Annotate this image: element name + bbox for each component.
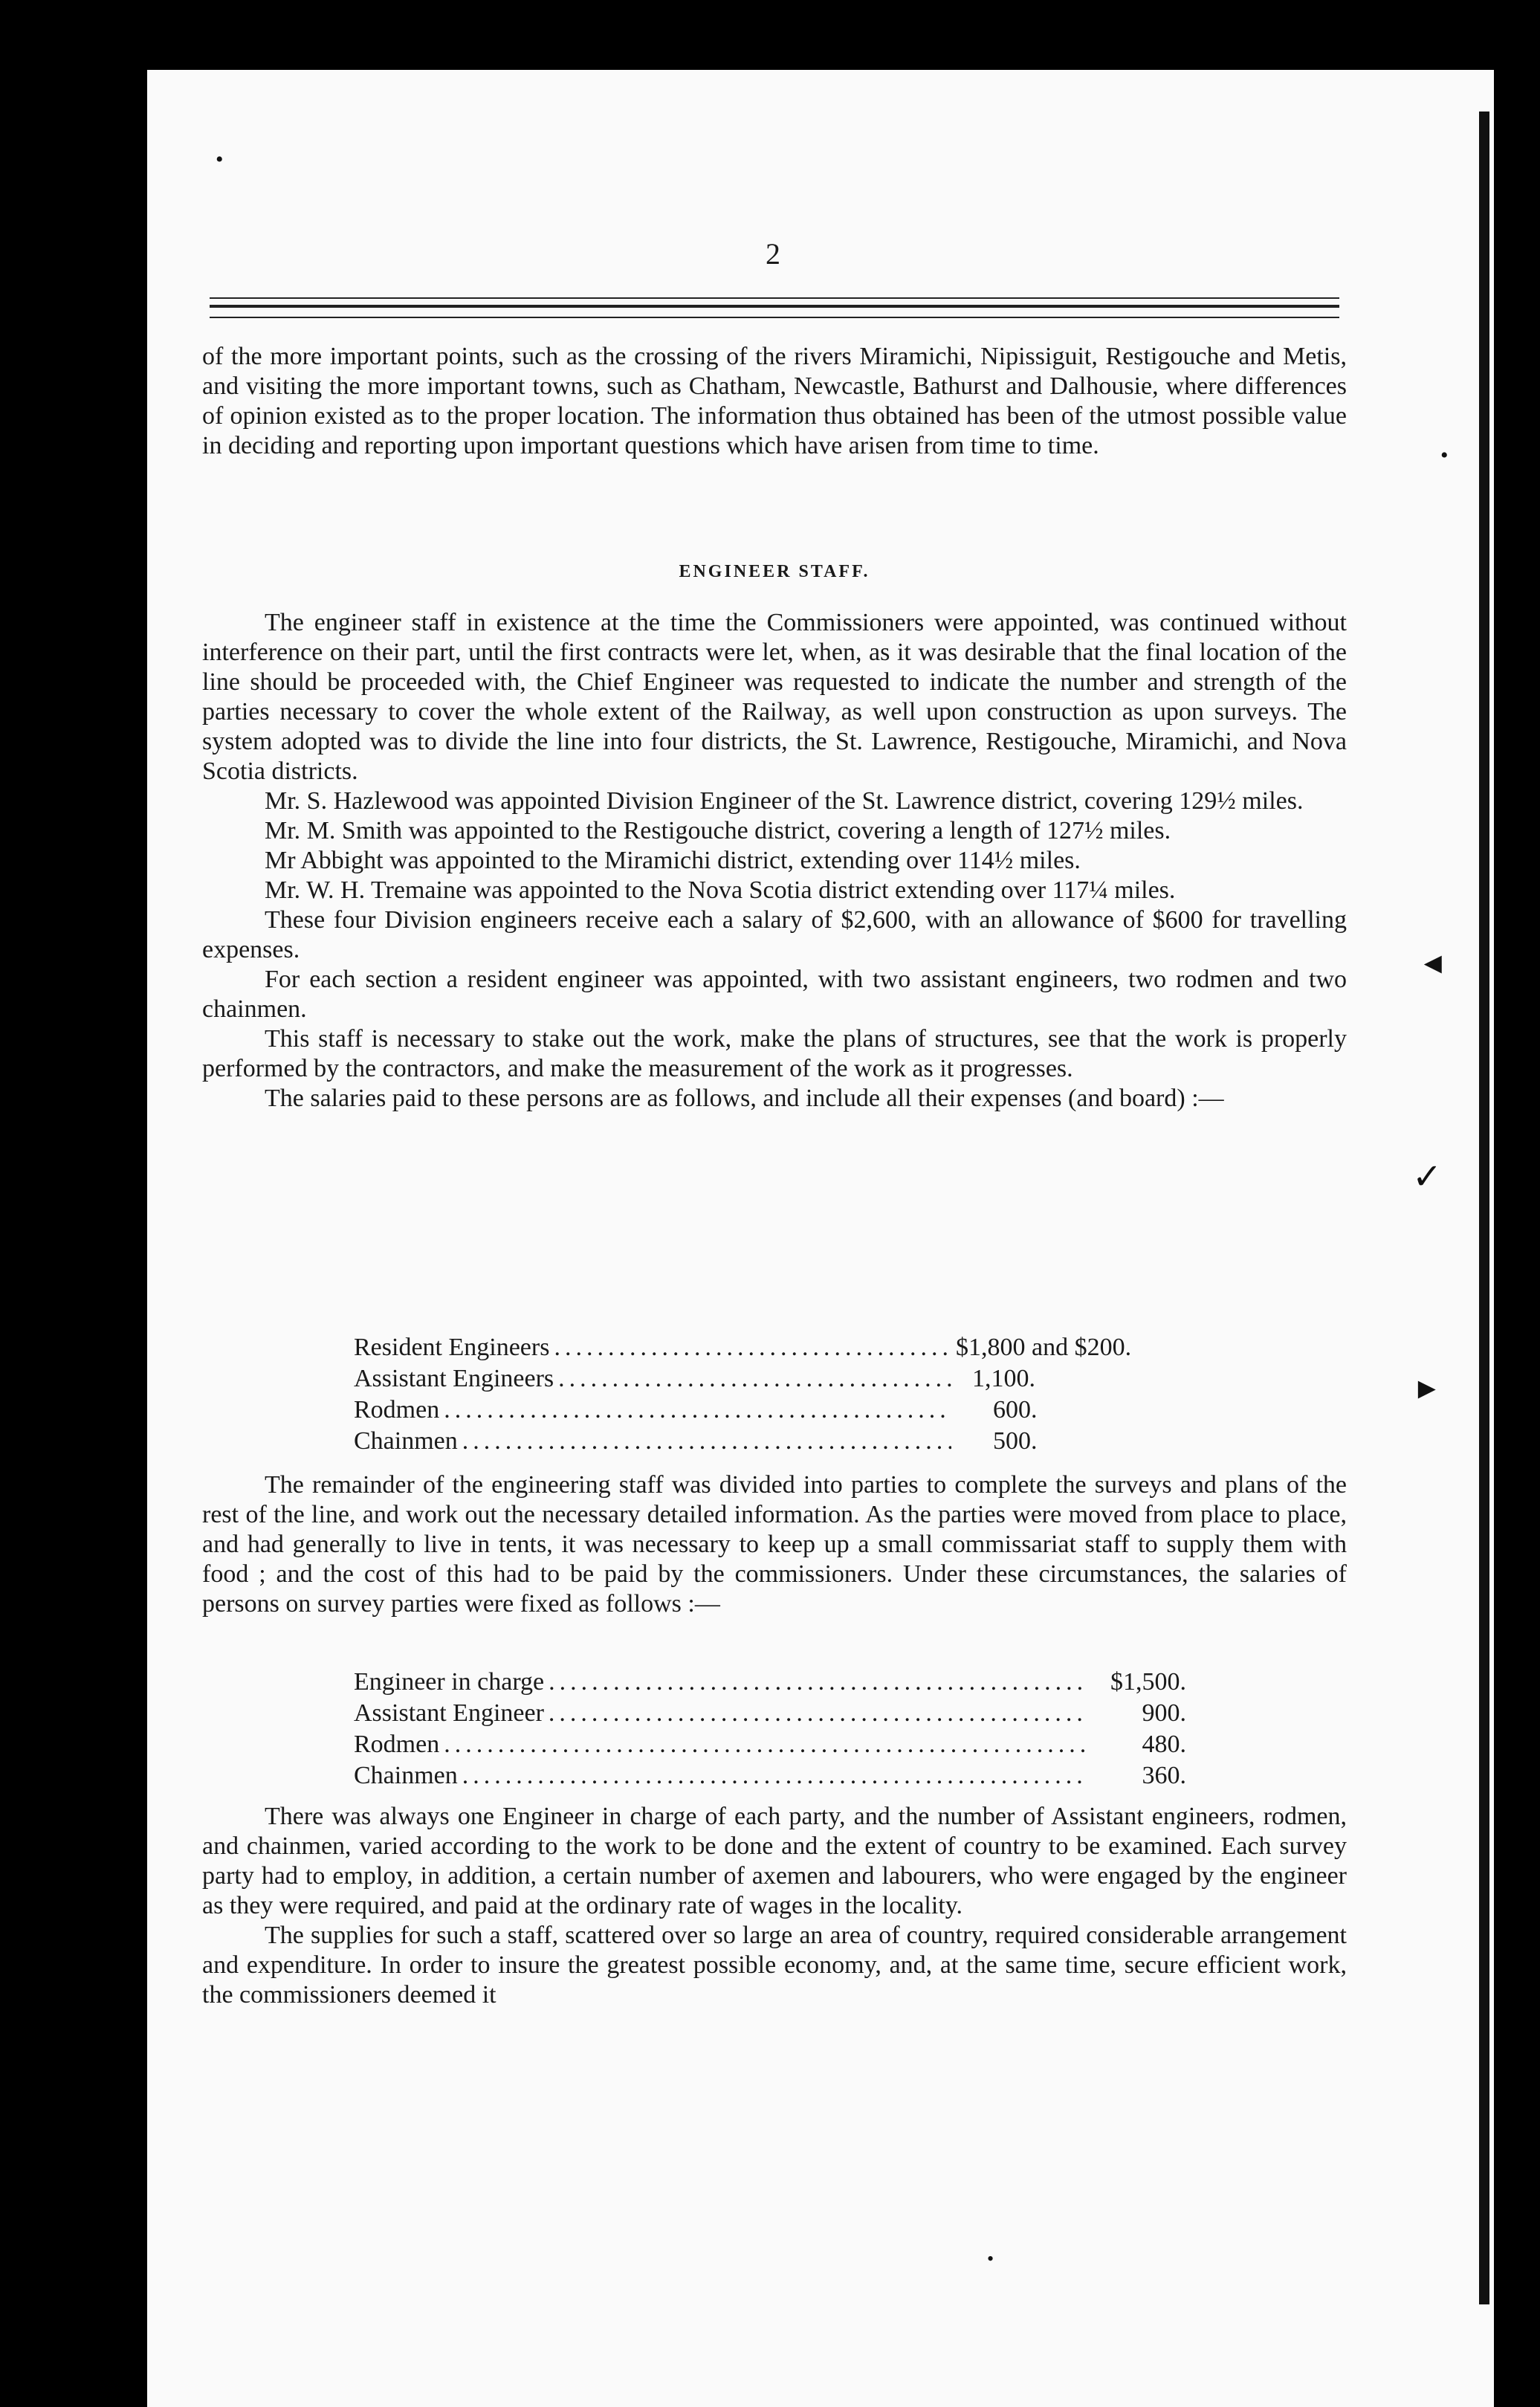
table-row-value: 900. — [1142, 1699, 1186, 1727]
table-row — [354, 1363, 1201, 1395]
paragraph: This staff is necessary to stake out the work, make the plans of structures, see that the work is properly performed by the contractors, and make the measurement of the work as it progresses. — [202, 1025, 1347, 1082]
margin-check-mark: ✓ — [1412, 1157, 1443, 1197]
paragraph: The supplies for such a staff, scattered over so large an area of country, required considerable arrangement and expenditure. In order to insure the greatest possible economy, and, at the same time, secure efficient work, the commissioners deemed it — [202, 1922, 1347, 2009]
supplies-paragraphs — [202, 1802, 1347, 2010]
dot-leader — [462, 1760, 1087, 1791]
table-row — [354, 1698, 1186, 1729]
table-row-value — [956, 1363, 1201, 1395]
table-row-value: 480. — [1142, 1731, 1186, 1758]
table-row — [354, 1395, 1201, 1426]
intro-paragraph-block — [202, 342, 1347, 461]
dot-leader — [444, 1395, 951, 1426]
table-row-value — [956, 1395, 1201, 1426]
salary-amount: $1,800 — [956, 1334, 1026, 1361]
survey-parties-paragraph-block — [202, 1470, 1347, 1619]
margin-arrow-mark: ► — [1412, 1371, 1442, 1405]
salary-amount: 600. — [993, 1396, 1038, 1424]
table-row-label: Assistant Engineer — [354, 1699, 544, 1727]
table-row — [354, 1426, 1201, 1457]
page-number: 2 — [766, 237, 782, 271]
table-row-label: Resident Engineers — [354, 1334, 550, 1361]
salary-amount: 500. — [993, 1427, 1038, 1455]
margin-dot-mark: • — [216, 147, 224, 172]
salary-table-survey — [354, 1667, 1186, 1791]
paragraph: There was always one Engineer in charge of each party, and the number of Assistant engineers, rodmen, and chainmen, varied according to the work to be done and the extent of country to be examined. Each survey party had to employ, in addition, a certain number of axemen and labourers, who were engaged by the engineer as they were required, and paid at the ordinary rate of wages in the locality. — [202, 1803, 1347, 1919]
dot-leader — [549, 1667, 1087, 1698]
salary-table-resident — [354, 1332, 1201, 1457]
dot-leader — [444, 1729, 1087, 1760]
table-row-value — [956, 1426, 1201, 1457]
table-row — [354, 1729, 1186, 1760]
paragraph: The salaries paid to these persons are as follows, and include all their expenses (and board) :— — [265, 1085, 1224, 1112]
paragraph: Mr. M. Smith was appointed to the Restigouche district, covering a length of 127½ miles. — [265, 817, 1171, 844]
salary-extra: and $200. — [1032, 1334, 1132, 1361]
margin-arrow-mark: ◄ — [1418, 946, 1448, 980]
table-row-value — [956, 1332, 1201, 1363]
table-row-label: Chainmen — [354, 1427, 458, 1455]
dot-leader — [549, 1698, 1087, 1729]
table-row-label: Rodmen — [354, 1396, 440, 1424]
section-heading: ENGINEER STAFF. — [679, 562, 870, 581]
dot-leader — [462, 1426, 951, 1457]
table-row-value: 360. — [1142, 1762, 1186, 1789]
paragraph: Mr Abbight was appointed to the Miramichi district, extending over 114½ miles. — [265, 847, 1081, 874]
intro-paragraph: of the more important points, such as the crossing of the rivers Miramichi, Nipissiguit, Restigouche and Metis, and visiting the more important towns, such as Chatham, Newcastle, Bathurst and Dalhousie, where differences of opinion existed as to the proper location. The information thus obtained has been of the utmost possible value in deciding and reporting upon important questions which have arisen from time to time. — [202, 343, 1347, 459]
table-row — [354, 1332, 1201, 1363]
dot-leader — [558, 1363, 951, 1395]
table-row — [354, 1667, 1186, 1698]
paragraph: For each section a resident engineer was appointed, with two assistant engineers, two rodmen and two chainmen. — [202, 966, 1347, 1023]
dot-leader — [554, 1332, 951, 1363]
paragraph: Mr. W. H. Tremaine was appointed to the Nova Scotia district extending over 117¼ miles. — [265, 876, 1176, 904]
table-row-label: Engineer in charge — [354, 1668, 545, 1696]
page-edge — [1479, 112, 1489, 2304]
table-row — [354, 1760, 1186, 1791]
paragraph: Mr. S. Hazlewood was appointed Division Engineer of the St. Lawrence district, covering 129½ miles. — [265, 787, 1304, 815]
table-row-label: Chainmen — [354, 1762, 458, 1789]
table-row-label: Assistant Engineers — [354, 1365, 554, 1392]
paragraph: The engineer staff in existence at the time the Commissioners were appointed, was continued without interference on their part, until the first contracts were let, when, as it was desirable that the final location of the line should be proceeded with, the Chief Engineer was requested to indicate the number and strength of the parties necessary to cover the whole extent of the Railway, as well upon construction as upon surveys. The system adopted was to divide the line into four districts, the St. Lawrence, Restigouche, Miramichi, and Nova Scotia districts. — [202, 609, 1347, 785]
margin-dot-mark: • — [987, 2248, 994, 2269]
header-rule — [210, 297, 1339, 299]
salary-amount: 1,100. — [972, 1365, 1035, 1392]
paragraph: These four Division engineers receive each a salary of $2,600, with an allowance of $600 for travelling expenses. — [202, 906, 1347, 963]
margin-dot-mark: • — [1440, 443, 1449, 468]
header-rule — [210, 305, 1339, 308]
paragraph: The remainder of the engineering staff was divided into parties to complete the surveys and plans of the rest of the line, and work out the necessary detailed information. As the parties were moved from place to place, and had generally to live in tents, it was necessary to keep up a small commissariat staff to supply them with food ; and the cost of this had to be paid by the commissioners. Under these circumstances, the salaries of persons on survey parties were fixed as follows :— — [202, 1471, 1347, 1618]
table-row-label: Rodmen — [354, 1731, 440, 1758]
engineer-staff-paragraphs — [202, 608, 1347, 1114]
table-row-value: $1,500. — [1110, 1668, 1186, 1696]
header-rule — [210, 317, 1339, 318]
